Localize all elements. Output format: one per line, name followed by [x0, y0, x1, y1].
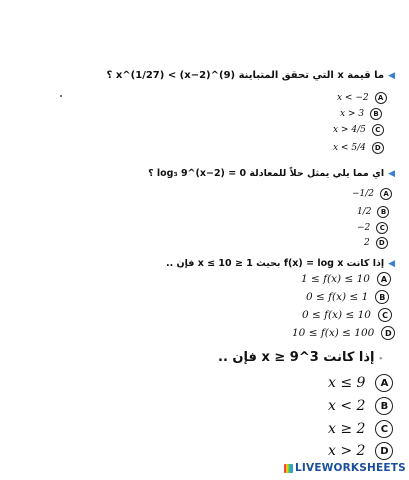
question-4-prompt: •إذا كانت 3^x ≥ 9 فإن .. — [218, 350, 383, 365]
option-letter: D — [376, 237, 388, 249]
option-text: x < 2 — [328, 398, 366, 414]
question-2-option-b[interactable] — [357, 206, 389, 218]
question-1-option-b[interactable] — [340, 108, 382, 120]
option-letter: B — [370, 108, 382, 120]
option-text: x > 4/5 — [333, 125, 366, 135]
question-2-option-a[interactable] — [352, 188, 392, 200]
question-1-option-d[interactable] — [333, 142, 384, 154]
question-2-option-d[interactable] — [364, 237, 388, 249]
bullet-icon: ◀ — [388, 259, 395, 269]
question-4-option-a[interactable] — [328, 374, 393, 392]
option-letter: C — [378, 308, 392, 322]
option-letter: A — [375, 92, 387, 104]
option-letter: A — [380, 188, 392, 200]
option-letter: B — [375, 397, 393, 415]
option-text: 0 ≤ f(x) ≤ 1 — [306, 291, 369, 303]
option-text: −2 — [357, 223, 371, 233]
question-4-option-b[interactable] — [328, 397, 393, 415]
question-3-option-b[interactable] — [306, 290, 389, 304]
question-4-option-c[interactable] — [328, 420, 393, 438]
option-letter: D — [381, 326, 395, 340]
question-1-option-a[interactable] — [337, 92, 387, 104]
option-text: x ≥ 2 — [328, 421, 366, 437]
logo-mark-icon — [284, 464, 293, 473]
question-3-option-a[interactable] — [301, 272, 391, 286]
question-4-option-d[interactable] — [328, 442, 393, 460]
option-text: x < −2 — [337, 93, 369, 103]
question-1-option-c[interactable] — [333, 124, 384, 136]
option-text: 0 ≤ f(x) ≤ 10 — [302, 309, 371, 321]
option-letter: A — [375, 374, 393, 392]
option-letter: C — [375, 420, 393, 438]
option-letter: C — [372, 124, 384, 136]
question-2-prompt: ◀اي مما يلي يمثل حلاً للمعادلة log₃ 9^(x−2) = 0 ؟ — [148, 168, 395, 179]
option-letter: D — [375, 442, 393, 460]
option-text: x > 3 — [340, 109, 365, 119]
question-2-option-c[interactable] — [357, 222, 388, 234]
option-letter: C — [376, 222, 388, 234]
option-text: x ≤ 9 — [328, 375, 366, 391]
bullet-icon: ◀ — [388, 71, 395, 81]
bullet-icon: • — [378, 355, 383, 363]
logo-text: LIVEWORKSHEETS — [295, 462, 406, 474]
option-letter: D — [372, 142, 384, 154]
stray-dot — [60, 95, 62, 97]
option-letter: B — [375, 290, 389, 304]
option-text: 10 ≤ f(x) ≤ 100 — [292, 327, 375, 339]
option-letter: A — [377, 272, 391, 286]
option-text: x > 2 — [328, 443, 366, 459]
option-text: −1/2 — [352, 189, 375, 199]
option-text: 2 — [364, 238, 370, 248]
option-text: 1 ≤ f(x) ≤ 10 — [301, 273, 370, 285]
question-1-prompt: ◀ما قيمة x التي تحقق المتباينة (9)^(x−2) > (1/27)^x ؟ — [106, 70, 395, 81]
liveworksheets-logo[interactable] — [284, 462, 406, 474]
option-text: 1/2 — [357, 207, 372, 217]
question-3-option-d[interactable] — [292, 326, 395, 340]
question-3-prompt: ◀إذا كانت f(x) = log x بحيث 1 ≤ x ≤ 10 فإن .. — [165, 258, 395, 269]
option-text: x < 5/4 — [333, 143, 366, 153]
bullet-icon: ◀ — [388, 169, 395, 179]
option-letter: B — [377, 206, 389, 218]
question-3-option-c[interactable] — [302, 308, 392, 322]
